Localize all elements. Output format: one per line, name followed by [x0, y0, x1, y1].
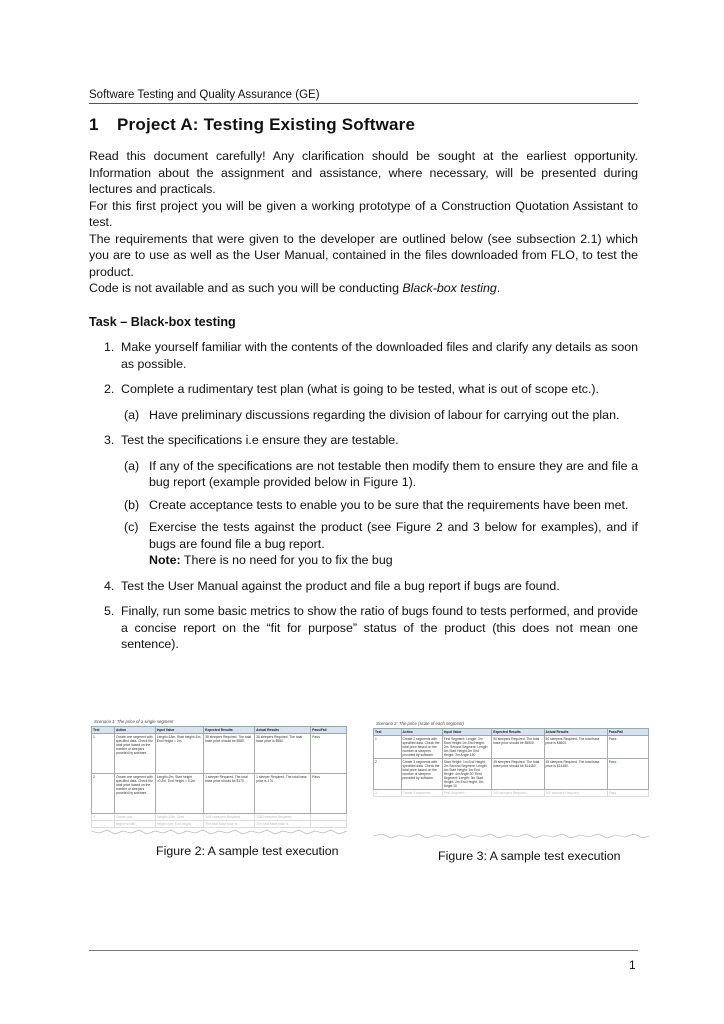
column-header: Actual Results — [544, 729, 607, 736]
column-header: Pass/Fail — [311, 727, 347, 734]
task-item-number: 4. — [104, 578, 115, 593]
black-box-emphasis: Black-box testing — [402, 281, 497, 295]
task-item — [89, 381, 638, 398]
column-header: Test — [92, 727, 115, 734]
table-row — [374, 790, 649, 797]
table-cell: Length=2m, Start height =0.2m, End Height = 0.2m — [155, 774, 203, 814]
table-cell: Pass — [607, 759, 648, 790]
task-subitem — [89, 458, 638, 491]
footer-divider — [89, 950, 638, 951]
figure-3-caption: Figure 3: A sample test execution — [438, 849, 621, 863]
task-item-text: Test the specifications i.e ensure they are testable. — [121, 433, 399, 447]
torn-edge-graphic — [373, 831, 649, 841]
task-subitem-text: Exercise the tests against the product (see Figure 2 and 3 below for examples), and if bugs are found file a bug report. — [149, 520, 638, 551]
table-cell: First Segment: — [442, 790, 492, 797]
task-subitem-label: (a) — [124, 407, 140, 422]
task-subitem-label: (b) — [124, 497, 140, 512]
table-cell: Create 3 segments — [401, 790, 442, 797]
task-heading: Task – Black-box testing — [89, 315, 236, 329]
table-cell: Length=18m, Start height=1m, End Height = 2m. — [155, 734, 203, 774]
table-cell: Pass — [607, 736, 648, 759]
table-row — [92, 734, 347, 774]
figure-2-scenario: Scenario 1: The price of a single segment — [94, 719, 174, 724]
section-number: 1 — [89, 115, 99, 134]
task-subitem — [89, 407, 638, 424]
table-cell: 45 sleepers Required. The total base price is $14450. — [544, 759, 607, 790]
task-subitem-text: Create acceptance tests to enable you to be sure that the requirements have been met. — [149, 497, 629, 512]
column-header: Expected Results — [204, 727, 255, 734]
table-cell: 3 — [92, 814, 115, 821]
table-cell: 1000 sleepers Required. — [204, 814, 255, 821]
task-subitem-text: Have preliminary discussions regarding the division of labour for carrying out the plan. — [149, 407, 620, 422]
table-cell: Create one segment with specified data. Check the total price based on the number of sleepers provided by software. — [114, 774, 155, 814]
task-subitem — [89, 519, 638, 569]
note — [149, 553, 393, 567]
table-cell: Pass — [311, 774, 347, 814]
table-cell: The total base price is — [255, 821, 311, 828]
intro-text — [89, 148, 638, 297]
task-list — [89, 339, 638, 662]
intro-p4-suffix: . — [496, 281, 501, 295]
section-title — [89, 115, 415, 135]
table-cell: 100 sleepers Required. — [544, 790, 607, 797]
column-header: Actual Results — [255, 727, 311, 734]
table-cell: Pass — [311, 734, 347, 774]
column-header: Action — [401, 729, 442, 736]
torn-edge-graphic — [91, 827, 347, 837]
page-number: 1 — [629, 958, 636, 972]
task-item — [89, 578, 638, 595]
table-row — [374, 759, 649, 790]
table-cell: The total base price is — [204, 821, 255, 828]
task-subitem-label: (a) — [124, 458, 140, 473]
task-item — [89, 432, 638, 449]
table-cell: Create one segment with specified data. Check the total price based on the number of sleepers provided by software. — [114, 734, 155, 774]
table-cell: 45 sleepers Required. The total base price should be $14450. — [492, 759, 544, 790]
table-cell: Start Height: 1m End Height: 2m Second Segment: Length: 4m Start Height: 1m End Height: 4m Angle:30 Third Segment: Length: 3m Start Height: 2m End Height: 4m Angle:10 — [442, 759, 492, 790]
table-header-row — [374, 729, 649, 736]
intro-paragraph-1: Read this document carefully! Any clarification should be sought at the earliest opportunity. Information about the assignment and assistance, where necessary, will be presented during lectures and practicals. — [89, 149, 638, 196]
table-row — [92, 814, 347, 821]
table-cell: 1 — [92, 734, 115, 774]
running-header: Software Testing and Quality Assurance (GE) — [89, 89, 638, 104]
table-cell: Pass — [607, 790, 648, 797]
intro-paragraph-3: The requirements that were given to the developer are outlined below (see subsection 2.1) which you are to use as well as the User Manual, contained in the files downloaded from FLO, to test the product. — [89, 231, 638, 279]
task-item — [89, 339, 638, 372]
figure-3-image — [373, 721, 649, 835]
table-cell: 50 sleepers Required. The total base price is $5500. — [544, 736, 607, 759]
table-cell: Create 2 segments with specified data. Check the total price based on the number of sleepers provided by software. — [401, 736, 442, 759]
task-item-number: 2. — [104, 382, 115, 396]
table-cell: Create 3 segments with specified data. Check the total price based on the number of sleepers provided by software. — [401, 759, 442, 790]
table-cell: 1000 sleepers Required. — [255, 814, 311, 821]
table-cell — [311, 814, 347, 821]
task-subitem — [89, 497, 638, 514]
table-cell: 2 — [374, 759, 402, 790]
table-cell: segment with — [114, 821, 155, 828]
table-cell: 100 sleepers Required. — [492, 790, 544, 797]
column-header: Input Value — [442, 729, 492, 736]
table-row — [374, 736, 649, 759]
intro-p4-prefix: Code is not available and as such you will be conducting — [89, 281, 403, 295]
table-row — [92, 774, 347, 814]
intro-paragraph-2: For this first project you will be given a working prototype of a Construction Quotation Assistant to test. — [89, 198, 638, 229]
table-cell: height =0m, End height — [155, 821, 203, 828]
task-subitem-label: (c) — [124, 520, 139, 534]
task-item-text: Finally, run some basic metrics to show the ratio of bugs found to tests performed, and provide a concise report on the “fit for purpose” status of the product (this does not mean one sentence). — [121, 604, 638, 651]
table-cell: 38 sleepers Required. The total base price is $980. — [255, 734, 311, 774]
table-cell: First Segment: Length: 3m Start Height:1m End Height: 2m. Second Segment: Length: 4m Start Height:2m End Height: 3m Angle:180 — [442, 736, 492, 759]
table-cell: 2 — [92, 774, 115, 814]
figure-2-caption: Figure 2: A sample test execution — [156, 844, 339, 858]
figure-2-table — [91, 726, 347, 828]
column-header: Expected Results — [492, 729, 544, 736]
column-header: Pass/Fail — [607, 729, 648, 736]
task-item-number: 1. — [104, 340, 115, 354]
figure-3-table — [373, 728, 649, 797]
task-subitem-text: If any of the specifications are not testable then modify them to ensure they are and file a bug report (example provided below in Figure 1). — [149, 458, 638, 489]
note-text: There is no need for you to fix the bug — [180, 553, 393, 567]
figure-2-image — [91, 719, 347, 831]
table-cell: 38 sleepers Required. The total base price should be $980. — [204, 734, 255, 774]
task-item-text: Complete a rudimentary test plan (what is going to be tested, what is out of scope etc.). — [121, 382, 599, 396]
task-item-number: 5. — [104, 604, 115, 618]
section-title-text: Project A: Testing Existing Software — [117, 115, 416, 134]
table-cell: 1 sleeper Required. The total base price should be $170. — [204, 774, 255, 814]
column-header: Test — [374, 729, 402, 736]
table-cell: Create one — [114, 814, 155, 821]
intro-paragraph-4 — [89, 280, 638, 297]
table-cell: 1 — [374, 736, 402, 759]
task-item-text: Test the User Manual against the product and file a bug report if bugs are found. — [121, 578, 560, 593]
task-item-number: 3. — [104, 433, 115, 447]
note-label: Note: — [149, 553, 181, 567]
table-cell: Length=18m, Start — [155, 814, 203, 821]
table-cell: 50 sleepers Required. The total base price should be $5500. — [492, 736, 544, 759]
table-header-row — [92, 727, 347, 734]
task-item-text: Make yourself familiar with the contents of the downloaded files and clarify any details as soon as possible. — [121, 340, 638, 371]
task-item — [89, 603, 638, 653]
column-header: Action — [114, 727, 155, 734]
figure-3-scenario: Scenario 2: The price (scale of each segment) — [376, 721, 464, 726]
table-cell: 1 sleeper Required. The total base price is 170. — [255, 774, 311, 814]
column-header: Input Value — [155, 727, 203, 734]
table-cell: 3 — [374, 790, 402, 797]
